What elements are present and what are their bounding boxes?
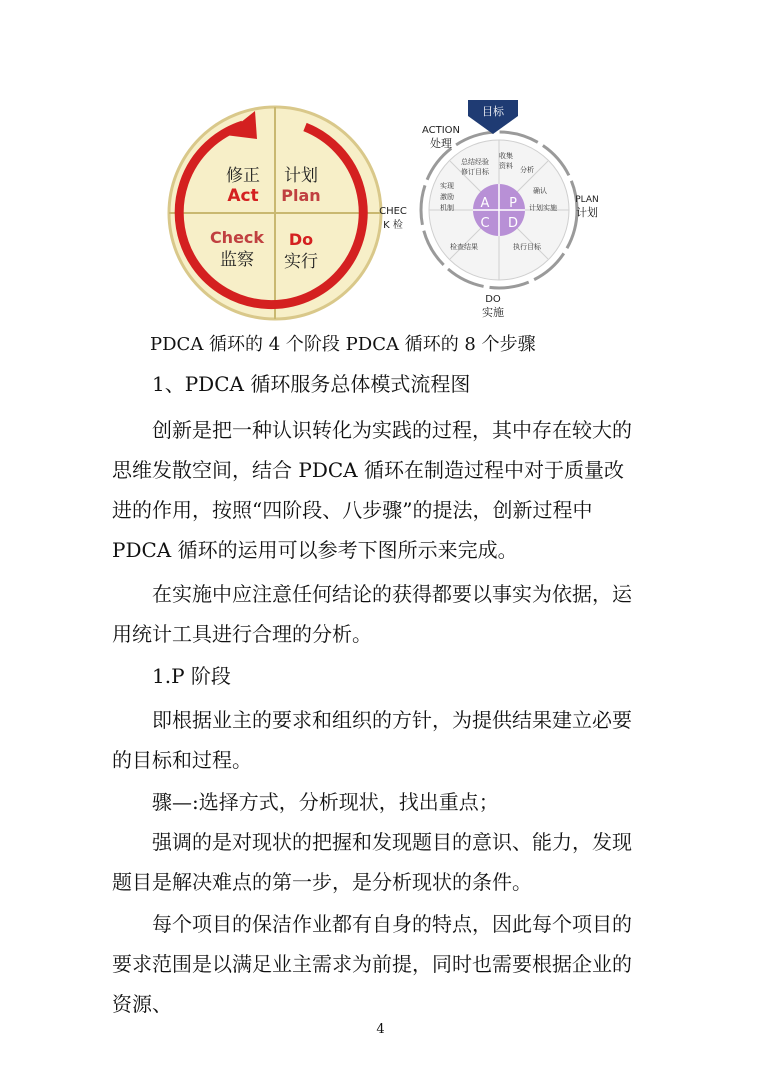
check-line2: K 检: [383, 220, 403, 231]
step-realize-2: 激励: [440, 193, 454, 201]
action-en: ACTION: [421, 125, 461, 136]
quadrant-plan-cn: 计划: [284, 166, 318, 186]
do-en: DO: [485, 294, 501, 305]
paragraph-innovation: 创新是把一种认识转化为实践的过程，其中存在较大的思维发散空间，结合 PDCA 循环在制造过程中对于质量改进的作用，按照“四阶段、八步骤”的提法，创新过程中 PDCA 循环的运用可以参考下图所示来完成。: [112, 418, 632, 562]
paragraph-step-one: 骤—:选择方式，分析现状，找出重点；: [152, 790, 499, 814]
page-number: 4: [376, 1022, 385, 1037]
pdca-eight-step-figure: [375, 98, 610, 326]
quadrant-plan-en: Plan: [281, 186, 321, 205]
paragraph-implementation: 在实施中应注意任何结论的获得都要以事实为依据，运用统计工具进行合理的分析。: [112, 582, 632, 646]
quadrant-act-cn: 修正: [226, 166, 260, 186]
quadrant-check-en: Check: [209, 228, 265, 247]
step-collect-1: 收集: [499, 152, 513, 160]
step-realize-1: 实现: [440, 182, 454, 190]
do-cn: 实施: [482, 306, 504, 319]
paragraph-project: 每个项目的保洁作业都有自身的特点，因此每个项目的要求范围是以满足业主需求为前提，同时也需要根据企业的资源、: [112, 912, 632, 1016]
plan-cn: 计划: [576, 206, 598, 219]
letter-d: D: [507, 216, 519, 231]
letter-a: A: [480, 196, 490, 211]
quadrant-do-cn: 实行: [284, 252, 318, 272]
section-p-stage: 1.P 阶段: [152, 664, 231, 688]
quadrant-check-cn: 监察: [220, 250, 254, 270]
step-realize-3: 机制: [440, 204, 454, 212]
step-check-result: 检查结果: [450, 243, 478, 251]
step-summary-1: 总结经验: [461, 158, 489, 166]
section-heading: 1、PDCA 循环服务总体模式流程图: [152, 372, 471, 396]
paragraph-emphasis: 强调的是对现状的把握和发现题目的意识、能力，发现题目是解决难点的第一步，是分析现状的条件。: [112, 830, 632, 894]
step-plan-impl: 计划实施: [529, 204, 557, 212]
figure-caption: PDCA 循环的 4 个阶段 PDCA 循环的 8 个步骤: [150, 334, 536, 355]
quadrant-do-en: Do: [288, 230, 314, 249]
step-confirm: 确认: [533, 187, 547, 195]
step-execute-goal: 执行目标: [513, 243, 541, 251]
quadrant-act-en: Act: [227, 186, 259, 206]
plan-en: PLAN: [575, 195, 599, 205]
action-cn: 处理: [430, 137, 452, 150]
step-summary-2: 修订目标: [461, 168, 489, 176]
pdca-four-stage-figure: [165, 103, 385, 323]
step-collect-2: 资料: [499, 162, 513, 170]
letter-c: C: [480, 216, 490, 231]
step-analyze: 分析: [520, 166, 534, 174]
goal-label: 目标: [482, 105, 504, 118]
paragraph-p-definition: 即根据业主的要求和组织的方针，为提供结果建立必要的目标和过程。: [112, 708, 632, 772]
letter-p: P: [509, 196, 517, 211]
check-line1: CHEC: [379, 206, 407, 217]
